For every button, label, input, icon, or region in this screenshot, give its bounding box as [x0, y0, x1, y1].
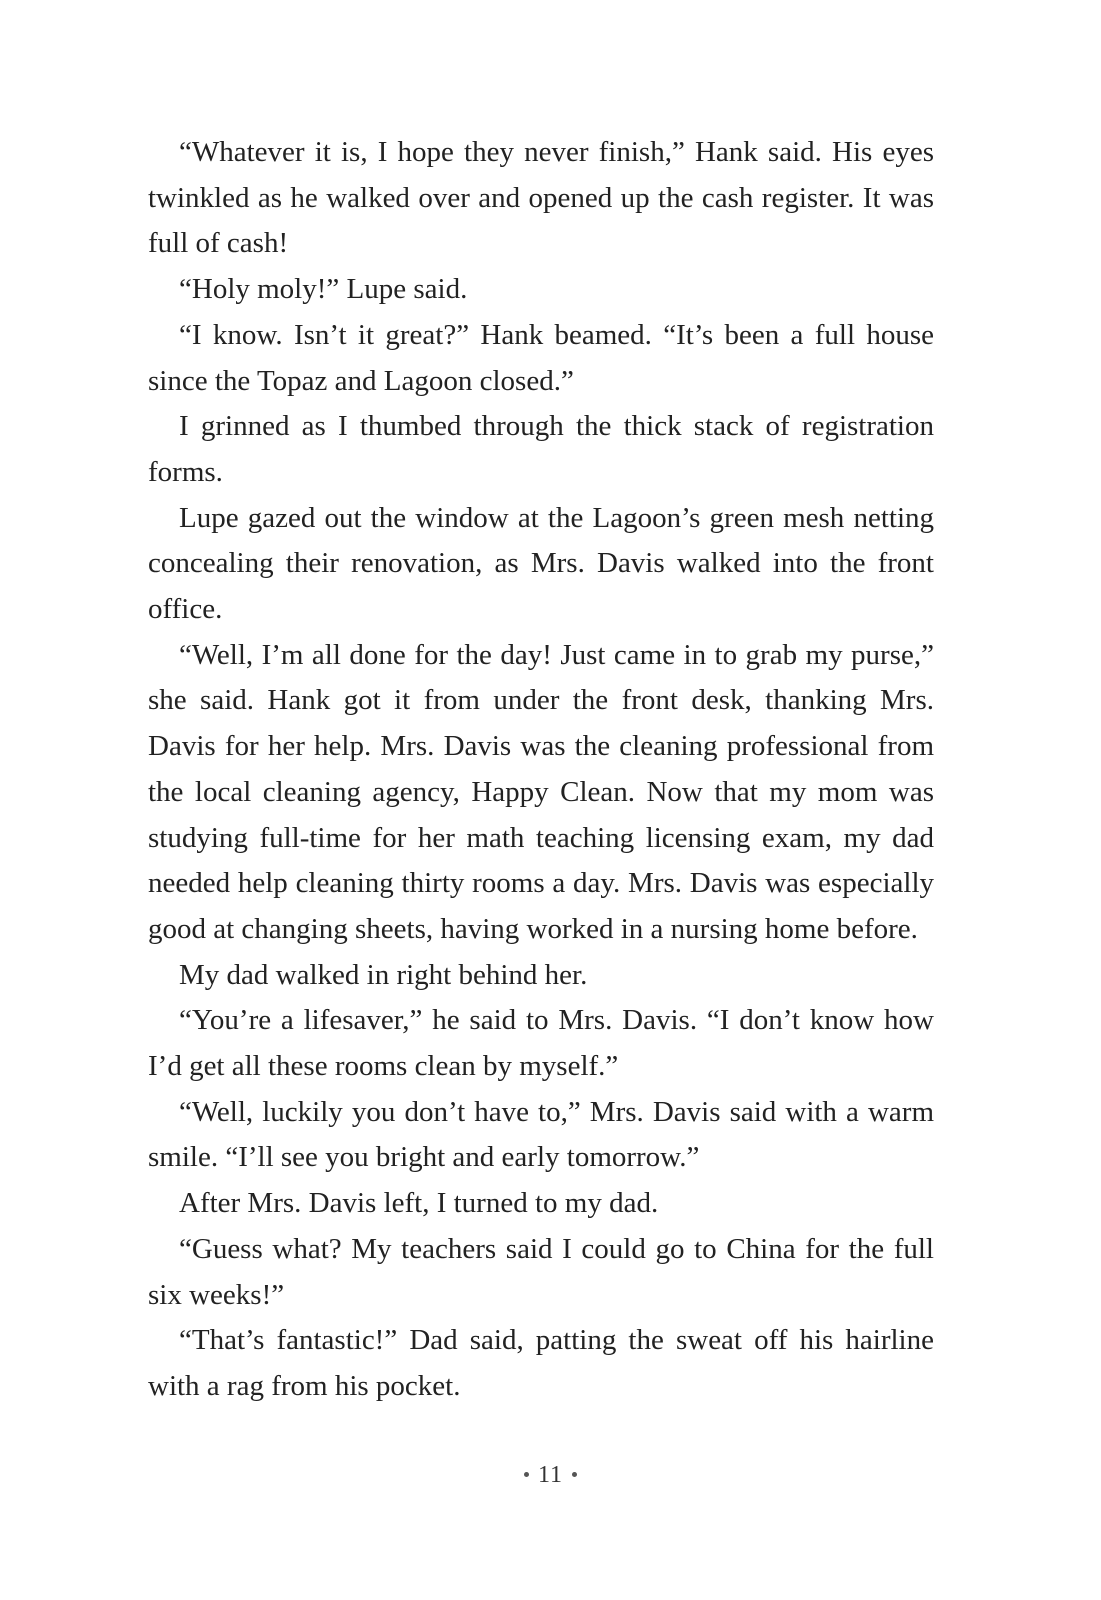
- right-bullet-ornament: [572, 1472, 577, 1477]
- paragraph-5: Lupe gazed out the window at the Lagoon’s green mesh netting concealing their renovation, as Mrs. Davis walked into the front office.: [148, 501, 934, 626]
- left-bullet-ornament: [524, 1472, 529, 1477]
- body-text: [148, 130, 934, 1410]
- paragraph-10: After Mrs. Davis left, I turned to my dad.: [179, 1187, 659, 1220]
- paragraph-1: “Whatever it is, I hope they never finish,” Hank said. His eyes twinkled as he walked over and opened up the cash register. It was full of cash!: [148, 136, 934, 260]
- paragraph-9: “Well, luckily you don’t have to,” Mrs. Davis said with a warm smile. “I’ll see you bright and early tomorrow.”: [148, 1095, 934, 1174]
- paragraph-11: “Guess what? My teachers said I could go to China for the full six weeks!”: [148, 1232, 934, 1311]
- paragraph-8: “You’re a lifesaver,” he said to Mrs. Davis. “I don’t know how I’d get all these rooms clean by myself.”: [148, 1004, 934, 1083]
- page-footer: [0, 1462, 1101, 1489]
- paragraph-12: “That’s fantastic!” Dad said, patting the sweat off his hairline with a rag from his pocket.: [148, 1324, 934, 1402]
- paragraph-7: My dad walked in right behind her.: [179, 958, 588, 991]
- paragraph-6: “Well, I’m all done for the day! Just came in to grab my purse,” she said. Hank got it from under the front desk, thanking Mrs. Davis for her help. Mrs. Davis was the cleaning professional from the local cleaning agency, Happy Clean. Now that my mom was studying full-time for her math teaching licensing exam, my dad needed help cleaning thirty rooms a day. Mrs. Davis was especially good at changing sheets, having worked in a nursing home before.: [148, 638, 934, 945]
- paragraph-4: I grinned as I thumbed through the thick stack of registration forms.: [148, 410, 934, 488]
- paragraph-2: “Holy moly!” Lupe said.: [179, 273, 468, 306]
- page-number: 11: [537, 1462, 564, 1488]
- paragraph-3: “I know. Isn’t it great?” Hank beamed. “It’s been a full house since the Topaz and Lagoon closed.”: [148, 318, 934, 397]
